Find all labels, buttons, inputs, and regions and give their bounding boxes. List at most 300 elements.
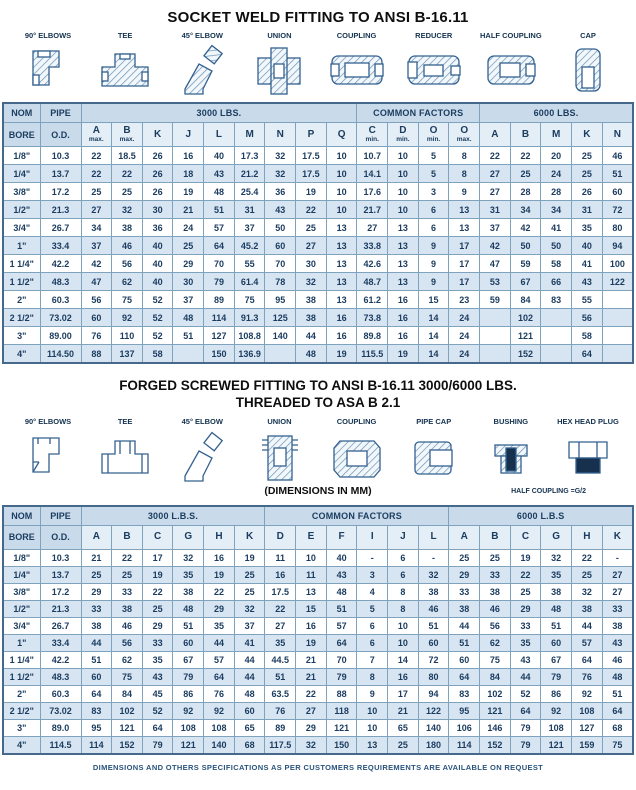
- table-cell: 17: [449, 237, 480, 255]
- table-cell: 73.8: [357, 309, 388, 327]
- column-header: F: [326, 525, 357, 549]
- cap-icon: [557, 41, 619, 97]
- column-header: A: [449, 525, 480, 549]
- column-group-header: COMMON FACTORS: [265, 506, 449, 526]
- table-cell: 6: [418, 201, 449, 219]
- table-cell: 26: [142, 147, 173, 165]
- table-cell: 70: [326, 651, 357, 668]
- union-screwed-icon: [248, 428, 310, 484]
- table-cell: 50: [265, 219, 296, 237]
- column-group-header: COMMON FACTORS: [357, 103, 480, 123]
- table-cell: 24: [449, 309, 480, 327]
- table-cell: 27: [480, 183, 511, 201]
- half-coupling-figure: [475, 31, 547, 97]
- table-cell: 89.8: [357, 327, 388, 345]
- table-cell: 43: [602, 634, 633, 651]
- table-cell: 25: [173, 237, 204, 255]
- table-cell: 89: [265, 719, 296, 736]
- table-cell: 62: [112, 651, 143, 668]
- table-cell: 22: [142, 583, 173, 600]
- table-cell: 140: [418, 719, 449, 736]
- table-cell: 30: [173, 273, 204, 291]
- table-cell: 24: [541, 165, 572, 183]
- row-header: 1/2": [3, 600, 40, 617]
- table-cell: 32: [265, 165, 296, 183]
- table-cell: [541, 309, 572, 327]
- table-cell: 13: [326, 291, 357, 309]
- table-cell: [602, 345, 633, 364]
- table-cell: 13: [388, 255, 419, 273]
- section2-title-line2: THREADED TO ASA B 2.1: [235, 395, 401, 411]
- table-cell: 25: [388, 736, 419, 754]
- table-cell: 40: [142, 255, 173, 273]
- table-cell: 31: [234, 201, 265, 219]
- table-cell: 76: [572, 668, 603, 685]
- column-header: PIPE: [40, 103, 81, 123]
- column-header: A: [480, 123, 511, 147]
- table-cell: 17.6: [357, 183, 388, 201]
- table-cell: 10: [388, 617, 419, 634]
- table-cell: 68: [234, 736, 265, 754]
- table-cell: 150: [326, 736, 357, 754]
- table-cell: 25: [572, 147, 603, 165]
- table-cell: 33: [449, 583, 480, 600]
- table-cell: 92: [173, 702, 204, 719]
- table-cell: 32: [296, 736, 327, 754]
- table-cell: 51: [173, 327, 204, 345]
- table-cell: 25: [234, 566, 265, 583]
- table-cell: 5: [418, 165, 449, 183]
- table-cell: 52: [142, 309, 173, 327]
- table-cell: 46: [112, 617, 143, 634]
- table-cell: 25: [112, 566, 143, 583]
- table-cell: 24: [449, 327, 480, 345]
- table-cell: 35: [204, 617, 235, 634]
- table-cell: 125: [265, 309, 296, 327]
- table-cell: 10: [388, 165, 419, 183]
- table-cell: 137: [112, 345, 143, 364]
- table-cell: 11: [296, 566, 327, 583]
- table-cell: 42: [510, 219, 541, 237]
- row-header: 1/4": [3, 566, 40, 583]
- table-cell: 19: [296, 634, 327, 651]
- pipe-cap-icon: [403, 428, 465, 484]
- table-cell: 33: [112, 583, 143, 600]
- table-cell: 21: [296, 651, 327, 668]
- table-cell: 67: [541, 651, 572, 668]
- table-cell: 86: [173, 685, 204, 702]
- coupling-screwed-icon: [326, 428, 388, 484]
- table-cell: 108: [541, 719, 572, 736]
- table-cell: 127: [204, 327, 235, 345]
- table-cell: 17.2: [40, 183, 81, 201]
- diagram-label: TEE: [117, 417, 133, 427]
- table-cell: 60: [265, 237, 296, 255]
- table-cell: 18: [173, 165, 204, 183]
- column-header: I: [357, 525, 388, 549]
- column-header: G: [541, 525, 572, 549]
- table-row: [3, 183, 633, 201]
- table-cell: 30: [142, 201, 173, 219]
- union-figure: [243, 31, 315, 97]
- table-cell: 4: [357, 583, 388, 600]
- table-cell: 114: [449, 736, 480, 754]
- table-cell: 21: [173, 201, 204, 219]
- table-cell: 75: [602, 736, 633, 754]
- table-cell: 56: [112, 255, 143, 273]
- table-cell: 63.5: [265, 685, 296, 702]
- table-cell: 27: [357, 219, 388, 237]
- row-header: 1 1/4": [3, 651, 40, 668]
- table-cell: 51: [602, 685, 633, 702]
- table-cell: 51: [602, 165, 633, 183]
- table-cell: 42: [480, 237, 511, 255]
- table-cell: 60: [81, 668, 112, 685]
- table-cell: 37: [81, 237, 112, 255]
- column-header: H: [572, 525, 603, 549]
- table-cell: 17: [142, 549, 173, 566]
- table-cell: 38: [480, 583, 511, 600]
- table-cell: 121: [173, 736, 204, 754]
- table-cell: 13: [388, 237, 419, 255]
- table-cell: 16: [265, 566, 296, 583]
- table-cell: 13: [296, 583, 327, 600]
- table-cell: 32: [572, 583, 603, 600]
- forged-screwed-table: [2, 505, 634, 755]
- table-cell: 16: [204, 549, 235, 566]
- table-cell: 42: [81, 255, 112, 273]
- column-header: G: [173, 525, 204, 549]
- table-cell: 29: [204, 600, 235, 617]
- elbow-45-outline-figure: [166, 417, 238, 483]
- diagram-label: HEX HEAD PLUG: [557, 417, 619, 427]
- table-cell: 70: [265, 255, 296, 273]
- row-header: 1": [3, 237, 40, 255]
- table-cell: 13: [388, 219, 419, 237]
- table-cell: 40: [142, 237, 173, 255]
- column-header: J: [388, 525, 419, 549]
- column-header: NOM: [3, 506, 40, 526]
- table-cell: 43: [142, 668, 173, 685]
- table-cell: [480, 327, 511, 345]
- table-cell: 75: [480, 651, 511, 668]
- table-row: [3, 600, 633, 617]
- table-cell: 37: [234, 617, 265, 634]
- table-cell: 27: [602, 583, 633, 600]
- column-header: J: [173, 123, 204, 147]
- table-cell: -: [357, 549, 388, 566]
- table-cell: 62: [480, 634, 511, 651]
- row-header: 1/4": [3, 165, 40, 183]
- table-cell: 58: [572, 327, 603, 345]
- table-cell: 108.8: [234, 327, 265, 345]
- table-cell: 18.5: [112, 147, 143, 165]
- table-cell: 115.5: [357, 345, 388, 364]
- table-cell: 92: [112, 309, 143, 327]
- table-cell: 38: [541, 583, 572, 600]
- table-cell: 32: [234, 600, 265, 617]
- table-cell: 57: [204, 219, 235, 237]
- cap-figure: [552, 31, 624, 97]
- table-cell: 21: [81, 549, 112, 566]
- table-cell: 13: [388, 273, 419, 291]
- table-cell: 28: [510, 183, 541, 201]
- table-cell: 17.3: [234, 147, 265, 165]
- table-cell: 110: [112, 327, 143, 345]
- reducer-figure: [398, 31, 470, 97]
- table-cell: 84: [480, 668, 511, 685]
- table-cell: 59: [480, 291, 511, 309]
- table-cell: 121: [326, 719, 357, 736]
- table-cell: 17: [449, 255, 480, 273]
- table-cell: 48: [602, 668, 633, 685]
- table-cell: 10: [388, 201, 419, 219]
- footer-note: DIMENSIONS AND OTHERS SPECIFICATIONS AS PER CUSTOMERS REQUIREMENTS ARE AVAILABLE ON REQUEST: [92, 762, 544, 772]
- table-cell: 47: [81, 273, 112, 291]
- table-cell: 16: [296, 617, 327, 634]
- table-cell: 38: [418, 583, 449, 600]
- row-header: 2": [3, 291, 40, 309]
- table-cell: 108: [204, 719, 235, 736]
- table-cell: 32: [265, 147, 296, 165]
- column-header: A max.: [81, 123, 112, 147]
- column-header: K: [572, 123, 603, 147]
- table-cell: 8: [449, 147, 480, 165]
- column-header: O.D.: [40, 123, 81, 147]
- table-cell: 37: [173, 291, 204, 309]
- table-row: [3, 583, 633, 600]
- table-row: [3, 165, 633, 183]
- column-header: A: [81, 525, 112, 549]
- dimensions-note: (DIMENSIONS IN MM): [264, 484, 372, 497]
- table-cell: 25: [510, 165, 541, 183]
- table-cell: 51: [449, 634, 480, 651]
- table-cell: 19: [142, 566, 173, 583]
- table-cell: 76: [204, 685, 235, 702]
- diagram-label: REDUCER: [415, 31, 453, 40]
- column-group-header: 6000 LBS.: [480, 103, 633, 123]
- table-cell: 91.3: [234, 309, 265, 327]
- table-cell: 10: [326, 183, 357, 201]
- table-row: [3, 549, 633, 566]
- table-cell: 43: [572, 273, 603, 291]
- table-row: [3, 147, 633, 165]
- table-cell: 40: [204, 147, 235, 165]
- table-cell: 13: [326, 273, 357, 291]
- table-cell: 21.2: [234, 165, 265, 183]
- table-cell: 55: [234, 255, 265, 273]
- column-header: O min.: [418, 123, 449, 147]
- table-cell: 16: [173, 147, 204, 165]
- section2-title: [0, 378, 636, 412]
- table-cell: [480, 309, 511, 327]
- table-cell: 25: [81, 183, 112, 201]
- table-cell: 121: [510, 327, 541, 345]
- table-row: [3, 309, 633, 327]
- table-cell: 35: [142, 651, 173, 668]
- table-cell: 102: [480, 685, 511, 702]
- table-cell: 94: [602, 237, 633, 255]
- table-cell: 35: [541, 566, 572, 583]
- column-header: B max.: [112, 123, 143, 147]
- table-cell: 31: [572, 201, 603, 219]
- table-cell: 6: [357, 617, 388, 634]
- table-cell: 14: [418, 309, 449, 327]
- column-header: E: [296, 525, 327, 549]
- table-cell: 13: [449, 201, 480, 219]
- diagram-label: UNION: [267, 417, 292, 427]
- table-cell: 121: [480, 702, 511, 719]
- table-cell: 22: [81, 147, 112, 165]
- row-header: 1/8": [3, 147, 40, 165]
- table-cell: 43: [204, 165, 235, 183]
- table-cell: 118: [326, 702, 357, 719]
- table-cell: 55: [572, 291, 603, 309]
- table-cell: 140: [265, 327, 296, 345]
- table-cell: 23: [449, 291, 480, 309]
- table-cell: 38: [296, 291, 327, 309]
- elbow-90-figure: [12, 31, 84, 97]
- table-row: [3, 219, 633, 237]
- table-cell: 46: [480, 600, 511, 617]
- table-cell: 44: [81, 634, 112, 651]
- column-header: PIPE: [40, 506, 81, 526]
- table-cell: 58: [541, 255, 572, 273]
- table-cell: 44: [510, 668, 541, 685]
- table-cell: 52: [510, 685, 541, 702]
- table-cell: 19: [234, 549, 265, 566]
- table-cell: 32: [541, 549, 572, 566]
- table-cell: 24: [173, 219, 204, 237]
- table-cell: 57: [326, 617, 357, 634]
- table-cell: 38: [296, 309, 327, 327]
- table-cell: 28: [541, 183, 572, 201]
- row-header: 4": [3, 345, 40, 364]
- table-row: [3, 566, 633, 583]
- table-cell: 152: [510, 345, 541, 364]
- table-cell: 56: [572, 309, 603, 327]
- column-header: D: [265, 525, 296, 549]
- table-cell: 46: [112, 237, 143, 255]
- socket-weld-table: [2, 102, 634, 364]
- column-header: BORE: [3, 525, 40, 549]
- row-header: 3/8": [3, 583, 40, 600]
- table-cell: 50: [541, 237, 572, 255]
- table-cell: 16: [388, 309, 419, 327]
- table-cell: 102: [112, 702, 143, 719]
- table-cell: 27: [265, 617, 296, 634]
- table-cell: 84: [112, 685, 143, 702]
- table-cell: 22: [480, 147, 511, 165]
- table-cell: 45.2: [234, 237, 265, 255]
- table-cell: 117.5: [265, 736, 296, 754]
- table-cell: 22: [296, 201, 327, 219]
- table-cell: 6: [357, 634, 388, 651]
- table-cell: 25: [234, 583, 265, 600]
- table-cell: 35: [510, 634, 541, 651]
- table-cell: 32: [418, 566, 449, 583]
- table-cell: 114.5: [40, 736, 81, 754]
- table-cell: 22: [265, 600, 296, 617]
- table-cell: 56: [81, 291, 112, 309]
- table-cell: 127: [572, 719, 603, 736]
- tee-icon: [94, 41, 156, 97]
- table-cell: 48: [204, 183, 235, 201]
- table-cell: 136.9: [234, 345, 265, 364]
- table-cell: 10.3: [40, 549, 81, 566]
- bushing-figure: [475, 417, 547, 483]
- table-cell: 48: [234, 685, 265, 702]
- table-cell: 75: [112, 668, 143, 685]
- table-row: [3, 651, 633, 668]
- table-cell: 13.7: [40, 165, 81, 183]
- table-cell: 32: [112, 201, 143, 219]
- table-cell: 66: [541, 273, 572, 291]
- elbow-90-outline-icon: [17, 428, 79, 484]
- table-cell: 9: [418, 255, 449, 273]
- table-cell: 19: [510, 549, 541, 566]
- table-cell: 86: [541, 685, 572, 702]
- table-cell: 38: [572, 600, 603, 617]
- table-cell: 80: [418, 668, 449, 685]
- section1-title: SOCKET WELD FITTING TO ANSI B-16.11: [167, 9, 469, 26]
- table-cell: 48.3: [40, 273, 81, 291]
- table-cell: 42.2: [40, 651, 81, 668]
- column-header: H: [204, 525, 235, 549]
- table-cell: 108: [572, 702, 603, 719]
- table-cell: 21.7: [357, 201, 388, 219]
- table-row: [3, 327, 633, 345]
- table-cell: 95: [449, 702, 480, 719]
- table-cell: 46: [418, 600, 449, 617]
- table-cell: 51: [173, 617, 204, 634]
- table-cell: 8: [388, 600, 419, 617]
- table-cell: 83: [541, 291, 572, 309]
- column-header: K: [234, 525, 265, 549]
- table-cell: 21.3: [40, 600, 81, 617]
- table-cell: 53: [480, 273, 511, 291]
- elbow-90-outline-figure: [12, 417, 84, 483]
- column-header: Q: [326, 123, 357, 147]
- section2-title-line1: FORGED SCREWED FITTING TO ANSI B-16.11 3000/6000 LBS.: [119, 378, 517, 394]
- table-row: [3, 719, 633, 736]
- table-cell: 22: [204, 583, 235, 600]
- diagram-label: TEE: [117, 31, 133, 40]
- table-cell: 51: [204, 201, 235, 219]
- table-cell: 17.2: [40, 583, 81, 600]
- table-cell: 48.3: [40, 668, 81, 685]
- table-cell: 16: [388, 327, 419, 345]
- table-cell: 35: [572, 219, 603, 237]
- table-cell: 48: [326, 583, 357, 600]
- table-cell: 83: [81, 702, 112, 719]
- row-header: 2 1/2": [3, 702, 40, 719]
- table-cell: 70: [204, 255, 235, 273]
- table-cell: 58: [142, 345, 173, 364]
- table-cell: 75: [234, 291, 265, 309]
- tee-outline-figure: [89, 417, 161, 483]
- table-cell: 25: [480, 549, 511, 566]
- table-cell: 62: [112, 273, 143, 291]
- table-cell: 27: [296, 702, 327, 719]
- table-cell: 146: [480, 719, 511, 736]
- table-cell: 121: [112, 719, 143, 736]
- table-cell: 40: [572, 237, 603, 255]
- table-cell: 17: [449, 273, 480, 291]
- table-cell: 19: [296, 183, 327, 201]
- forged-screwed-diagram-strip: [0, 417, 636, 483]
- table-cell: 38: [449, 600, 480, 617]
